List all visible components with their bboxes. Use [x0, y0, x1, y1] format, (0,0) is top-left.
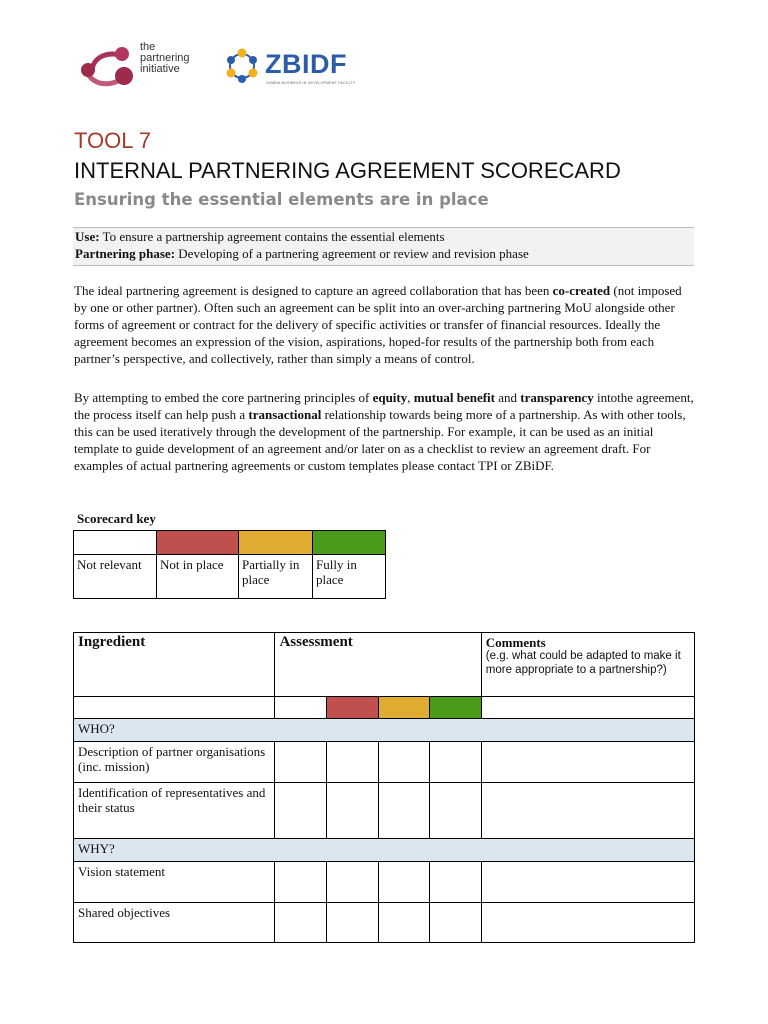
tpi-logo	[78, 40, 208, 92]
comments-label: Comments	[485, 635, 546, 650]
rating-cell[interactable]	[378, 903, 430, 943]
rating-cell[interactable]	[430, 903, 482, 943]
ingredient-cell: Identification of representatives and their status	[74, 783, 275, 839]
page-subtitle: Ensuring the essential elements are in place	[74, 190, 489, 209]
rating-cell[interactable]	[378, 742, 430, 783]
ingredient-cell: Vision statement	[74, 862, 275, 903]
col-comments	[481, 633, 694, 697]
phase-row	[73, 246, 694, 263]
tpi-line-2: partnering	[140, 52, 190, 64]
phase-label: Partnering phase:	[75, 245, 176, 261]
comment-cell[interactable]	[481, 742, 694, 783]
scorecard-table	[73, 632, 695, 943]
table-row	[74, 742, 695, 783]
table-row	[74, 783, 695, 839]
page-title: INTERNAL PARTNERING AGREEMENT SCORECARD	[74, 158, 621, 183]
rating-cell[interactable]	[327, 742, 379, 783]
key-swatch-fully	[313, 531, 386, 555]
comment-cell[interactable]	[481, 903, 694, 943]
rating-header-fully	[430, 697, 482, 719]
intro-paragraph-2: By attempting to embed the core partnering principles of equity, mutual benefit and transparency intothe agreement, the process itself can help push a transactional relationship towards being more of a partnership. As with other tools, this can be used iteratively through the development of the partnership. For example, it can be used as an initial template to guide development of an agreement and/or later on as a checklist to review an agreement draft. For examples of actual partnering agreements or custom templates please contact TPI or ZBiDF.	[74, 390, 694, 473]
key-label-not-relevant: Not relevant	[74, 555, 157, 599]
rating-cell[interactable]	[275, 783, 327, 839]
rating-cell[interactable]	[327, 862, 379, 903]
tpi-line-3: initiative	[140, 63, 180, 75]
ingredient-cell: Shared objectives	[74, 903, 275, 943]
section-why: WHY?	[74, 839, 695, 862]
col-assessment: Assessment	[275, 633, 481, 697]
section-who: WHO?	[74, 719, 695, 742]
table-row	[74, 903, 695, 943]
rating-cell[interactable]	[378, 783, 430, 839]
zbidf-logo	[222, 46, 362, 90]
key-swatch-partially	[239, 531, 313, 555]
zbidf-emblem-icon	[222, 46, 262, 86]
rating-cell[interactable]	[275, 903, 327, 943]
rating-cell[interactable]	[430, 862, 482, 903]
key-label-fully: Fully in place	[313, 555, 386, 599]
rating-cell[interactable]	[275, 862, 327, 903]
col-ingredient: Ingredient	[74, 633, 275, 697]
comments-note: (e.g. what could be adapted to make it more appropriate to a partnership?)	[485, 650, 681, 676]
key-swatch-not-relevant	[74, 531, 157, 555]
tpi-circles-icon	[78, 40, 140, 92]
comment-cell[interactable]	[481, 783, 694, 839]
phase-text: Developing of a partnering agreement or review and revision phase	[175, 245, 529, 261]
rating-cell[interactable]	[327, 783, 379, 839]
tpi-line-1: the	[140, 41, 156, 53]
use-row	[73, 229, 694, 246]
rating-cell[interactable]	[430, 742, 482, 783]
comment-cell[interactable]	[481, 862, 694, 903]
rating-header-not-in-place	[327, 697, 379, 719]
key-swatch-not-in-place	[157, 531, 239, 555]
rating-cell[interactable]	[430, 783, 482, 839]
rating-cell[interactable]	[275, 742, 327, 783]
use-box	[73, 227, 694, 266]
rating-header-comments	[481, 697, 694, 719]
zbidf-tagline: ZAMBIA BUSINESS IN DEVELOPMENT FACILITY	[266, 81, 356, 85]
table-row	[74, 862, 695, 903]
ingredient-cell: Description of partner organisations (inc. mission)	[74, 742, 275, 783]
use-label: Use:	[75, 229, 100, 244]
zbidf-wordmark: ZBIDF	[265, 49, 347, 79]
scorecard-key-table	[73, 530, 386, 599]
rating-cell[interactable]	[327, 903, 379, 943]
intro-paragraph-1: The ideal partnering agreement is designed to capture an agreed collaboration that has been co-created (not imposed by one or other partner). Often such an agreement can be split into an over-arching partnering MoU alongside other forms of agreement or contract for the delivery of specific activities or transfer of financial resources. Ideally the agreement becomes an expression of the vision, aspirations, hoped-for results of the partnership both from each partner’s perspective, and collectively, rather than simply a means of control.	[74, 283, 682, 366]
rating-cell[interactable]	[378, 862, 430, 903]
rating-header-blank	[74, 697, 275, 719]
tool-number: TOOL 7	[74, 128, 152, 153]
scorecard-key-title: Scorecard key	[77, 511, 156, 526]
use-text: To ensure a partnership agreement contains the essential elements	[99, 229, 445, 244]
key-label-not-in-place: Not in place	[157, 555, 239, 599]
key-label-partially: Partially in place	[239, 555, 313, 599]
rating-header-partially	[378, 697, 430, 719]
rating-header-not-relevant	[275, 697, 327, 719]
